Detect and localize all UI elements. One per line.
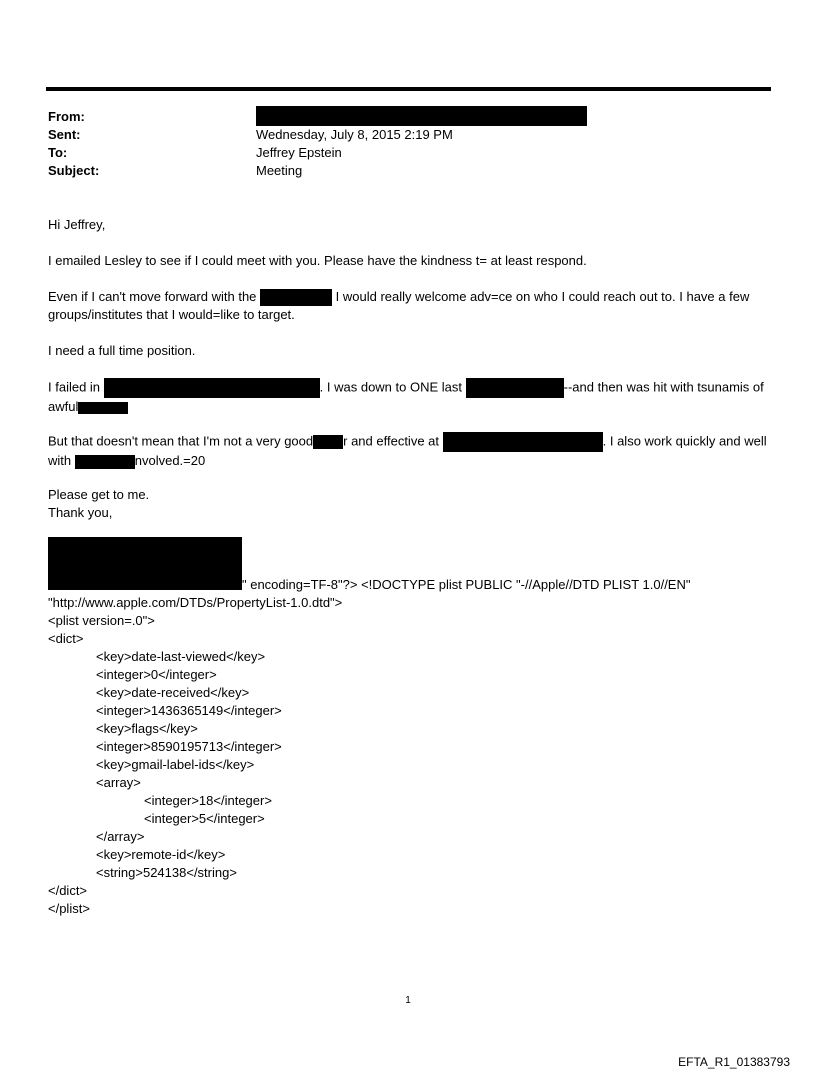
paragraph-3: I need a full time position. — [48, 343, 196, 358]
xml-line: </dict> — [48, 883, 88, 898]
from-value-redacted — [256, 106, 587, 126]
document-id: EFTA_R1_01383793 — [678, 1055, 790, 1069]
p4-text-c: --and then was hit with tsunamis of awful — [48, 379, 768, 414]
sent-label: Sent: — [48, 127, 81, 142]
xml-line: <integer>18</integer> — [144, 793, 272, 808]
redaction-bar — [466, 378, 564, 398]
greeting: Hi Jeffrey, — [48, 217, 106, 232]
redaction-bar — [313, 435, 343, 449]
xml-line: <key>date-received</key> — [96, 685, 250, 700]
to-value: Jeffrey Epstein — [256, 145, 342, 160]
header-rule — [46, 87, 771, 91]
xml-line: <array> — [96, 775, 141, 790]
xml-line: "http://www.apple.com/DTDs/PropertyList-1.0.dtd"> — [48, 595, 343, 610]
p2-text-a: Even if I can't move forward with the — [48, 289, 261, 304]
xml-line: <dict> — [48, 631, 84, 646]
xml-line: </array> — [96, 829, 145, 844]
redaction-bar — [104, 378, 320, 398]
xml-line: " encoding=TF-8"?> <!DOCTYPE plist PUBLIC "-//Apple//DTD PLIST 1.0//EN" — [242, 577, 691, 592]
xml-line: <integer>0</integer> — [96, 667, 217, 682]
redaction-bar — [443, 432, 603, 452]
p5-text-b: r and effective at — [343, 433, 443, 449]
xml-line: <key>remote-id</key> — [96, 847, 226, 862]
xml-line: <integer>8590195713</integer> — [96, 739, 282, 754]
p5-text-a: But that doesn't mean that I'm not a very good — [48, 433, 314, 449]
signature-redaction — [48, 537, 242, 590]
paragraph-1: I emailed Lesley to see if I could meet with you. Please have the kindness t= at least respond. — [48, 253, 587, 268]
xml-line: </plist> — [48, 901, 90, 916]
xml-line: <integer>5</integer> — [144, 811, 265, 826]
p4-text-b: . I was down to ONE last — [319, 379, 466, 395]
redaction-bar — [78, 402, 128, 414]
from-label: From: — [48, 109, 85, 124]
closing-1: Please get to me. — [48, 487, 150, 502]
redaction-bar — [260, 289, 332, 306]
xml-line: <key>date-last-viewed</key> — [96, 649, 266, 664]
subject-label: Subject: — [48, 163, 100, 178]
closing-2: Thank you, — [48, 505, 113, 520]
paragraph-4 — [48, 378, 773, 416]
xml-line: <key>gmail-label-ids</key> — [96, 757, 255, 772]
subject-value: Meeting — [256, 163, 303, 178]
xml-line: <key>flags</key> — [96, 721, 198, 736]
xml-line: <plist version=.0"> — [48, 613, 155, 628]
p5-text-d: nvolved.=20 — [134, 453, 206, 468]
p5-text-c: . I also work quickly and well with — [48, 433, 771, 468]
redaction-bar — [75, 455, 135, 469]
to-label: To: — [48, 145, 68, 160]
p2-text-b: I would really welcome adv=ce on who I could reach out to. I have a few groups/institutes that I would=like to target. — [48, 289, 753, 323]
redaction-bar — [256, 106, 587, 126]
xml-line: <integer>1436365149</integer> — [96, 703, 282, 718]
sent-value: Wednesday, July 8, 2015 2:19 PM — [256, 127, 453, 142]
paragraph-2 — [48, 288, 773, 324]
page-number: 1 — [405, 995, 411, 1006]
xml-line: <string>524138</string> — [96, 865, 237, 880]
p4-text-a: I failed in — [48, 379, 104, 395]
paragraph-5 — [48, 432, 773, 470]
